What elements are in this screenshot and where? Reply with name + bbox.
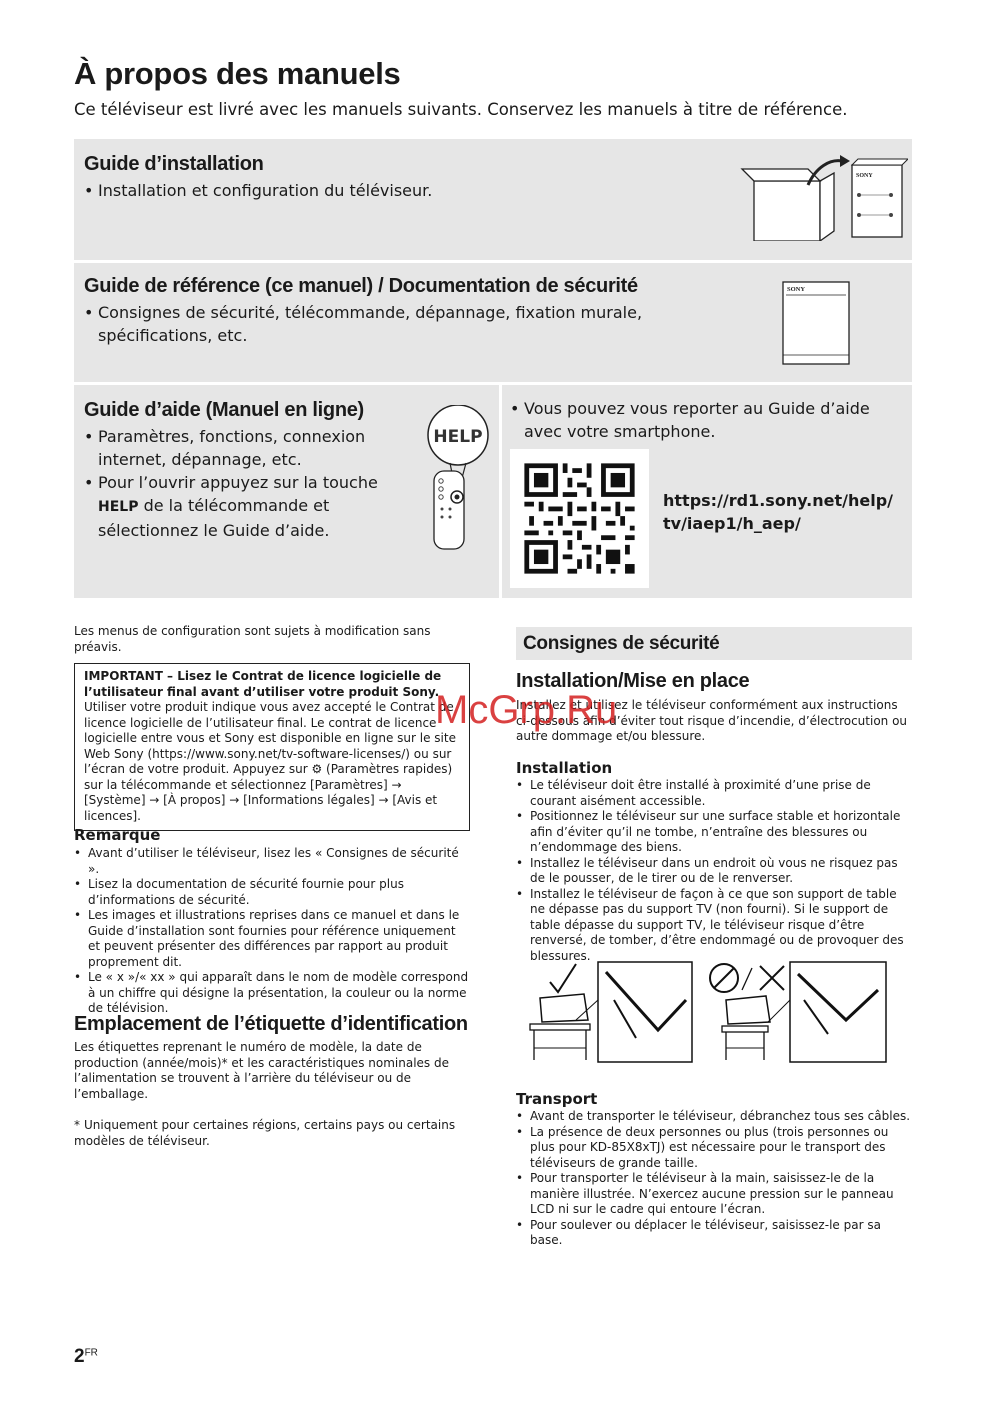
smartphone-note-list	[510, 397, 900, 443]
footnote: * Uniquement pour certaines régions, certains pays ou certains modèles de téléviseur.	[74, 1118, 456, 1148]
list-item: • Installation et configuration du téléviseur.	[84, 179, 644, 202]
list-item: • Vous pouvez vous reporter au Guide d’aide avec votre smartphone.	[510, 397, 900, 443]
remarque-list	[74, 846, 469, 1017]
label-location-text: Les étiquettes reprenant le numéro de modèle, la date de production (année/mois)* et les caractéristiques nominales de l’alimentation se trouvent à l’arrière du téléviseur ou de l’emballage.	[74, 1040, 449, 1101]
checkmark-icon	[550, 964, 576, 992]
page-number: $2^{FR}$	[74, 1346, 98, 1367]
page-intro: Ce téléviseur est livré avec les manuels suivants. Conservez les manuels à titre de référence.	[74, 100, 848, 119]
list-item: • Le « x »/« xx » qui apparaît dans le nom de modèle correspond à un chiffre qui désigne la présentation, la couleur ou la norme de télévision.	[74, 970, 469, 1017]
installation-subtitle: Installation	[516, 759, 613, 777]
watermark: McGrp.Ru	[435, 688, 618, 732]
menus-note: Les menus de configuration sont sujets à modification sans préavis.	[74, 624, 431, 654]
page-title: À propos des manuels	[74, 56, 401, 91]
install-title: Installation/Mise en place	[516, 670, 750, 692]
help-url[interactable]: https://rd1.sony.net/help/ tv/iaep1/h_aep/	[663, 491, 894, 533]
list-item: • Positionnez le téléviseur sur une surface stable et horizontale afin d’éviter qu’il ne tombe, n’entraîne des blessures ou n’endommage des biens.	[516, 809, 914, 856]
sony-logo-small: SONY	[787, 286, 806, 293]
help-key-label: HELP	[98, 499, 139, 515]
guide-aide-title: Guide d’aide (Manuel en ligne)	[84, 399, 364, 421]
guide-installation-title: Guide d’installation	[84, 153, 264, 175]
safety-header-bar	[516, 627, 912, 660]
list-item: • Pour soulever ou déplacer le téléviseur, saisissez-le par sa base.	[516, 1218, 914, 1249]
list-item: • Pour transporter le téléviseur à la main, saisissez-le de la manière illustrée. N’exercez aucune pression sur le panneau LCD ni sur le cadre qui entoure l’écran.	[516, 1171, 914, 1218]
list-item: • Lisez la documentation de sécurité fournie pour plus d’informations de sécurité.	[74, 877, 469, 908]
list-item: • Installez le téléviseur dans un endroit où vous ne risquez pas de le pousser, de le tirer ou de le renverser.	[516, 856, 914, 887]
list-item: • Paramètres, fonctions, connexion internet, dépannage, etc.	[84, 425, 384, 471]
gear-icon: ⚙	[311, 762, 323, 776]
install-text: Installez et utilisez le téléviseur conformément aux instructions ci-dessous afin d’éviter tout risque d’incendie, d’électrocution ou autre dommage et/ou blessure.	[516, 698, 908, 743]
transport-subtitle: Transport	[516, 1090, 598, 1108]
list-item: • Le téléviseur doit être installé à proximité d’une prise de courant aisément accessible.	[516, 778, 914, 809]
guide-reference-list	[84, 301, 684, 347]
remote-help-illustration	[420, 405, 496, 555]
guide-reference-box	[74, 263, 912, 382]
help-bubble-label: HELP	[433, 427, 483, 447]
guide-aide-box	[74, 385, 499, 598]
list-item: • Installez le téléviseur de façon à ce que son support de table ne dépasse pas du support TV (non fourni). Si le support de table dépasse du support TV, le téléviseur risque d’être renversé, de tomber, d’être endommagé ou de provoquer des blessures.	[516, 887, 914, 965]
sony-logo-small: SONY	[856, 173, 873, 179]
tv-stand-illustration	[528, 960, 890, 1066]
qr-code[interactable]	[510, 449, 649, 588]
guide-installation-box	[74, 139, 912, 260]
transport-list	[516, 1109, 914, 1249]
list-item: • La présence de deux personnes ou plus (trois personnes ou plus pour KD-85X8xTJ) est nécessaire pour le transport des téléviseurs de grande taille.	[516, 1125, 914, 1172]
list-item: • Avant de transporter le téléviseur, débranchez tous ses câbles.	[516, 1109, 914, 1125]
important-license-box: IMPORTANT – Lisez le Contrat de licence logicielle de l’utilisateur final avant d’utiliser votre produit Sony. Utiliser votre produit indique vous avez accepté le Contrat de licence logicielle de l’utilisateur final. Le contrat de licence logicielle entre vous et Sony est disponible en ligne sur le site Web Sony (https://www.sony.net/tv-software-licenses/) ou sur l’écran de votre produit. Appuyez sur ⚙ (Paramètres rapides) sur la télécommande et sélectionnez [Paramètres] → [Système] → [À propos] → [Informations légales] → [Avis et licences].	[74, 663, 470, 831]
list-item: • Les images et illustrations reprises dans ce manuel et dans le Guide d’installation sont fournies pour référence uniquement et peuvent présenter des différences par rapport au produit proprement dit.	[74, 908, 469, 970]
important-heading: IMPORTANT – Lisez le Contrat de licence logicielle de l’utilisateur final avant d’utiliser votre produit Sony.	[84, 669, 442, 699]
guide-installation-list	[84, 179, 644, 202]
list-item: • Pour l’ouvrir appuyez sur la touche HELP de la télécommande et sélectionnez le Guide d’aide.	[84, 471, 384, 542]
safety-title: Consignes de sécurité	[523, 633, 720, 654]
list-item: • Consignes de sécurité, télécommande, dépannage, fixation murale, spécifications, etc.	[84, 301, 684, 347]
installation-list	[516, 778, 914, 964]
list-item: • Avant d’utiliser le téléviseur, lisez les « Consignes de sécurité ».	[74, 846, 469, 877]
qr-code-icon	[510, 449, 649, 588]
guide-reference-title: Guide de référence (ce manuel) / Documentation de sécurité	[84, 275, 638, 297]
smartphone-help-box	[502, 385, 912, 598]
label-location-title: Emplacement de l’étiquette d’identification	[74, 1013, 468, 1035]
reference-manual-illustration	[782, 281, 852, 365]
box-and-manual-illustration	[738, 155, 908, 241]
remarque-title: Remarque	[74, 826, 161, 844]
guide-aide-list	[84, 425, 384, 542]
